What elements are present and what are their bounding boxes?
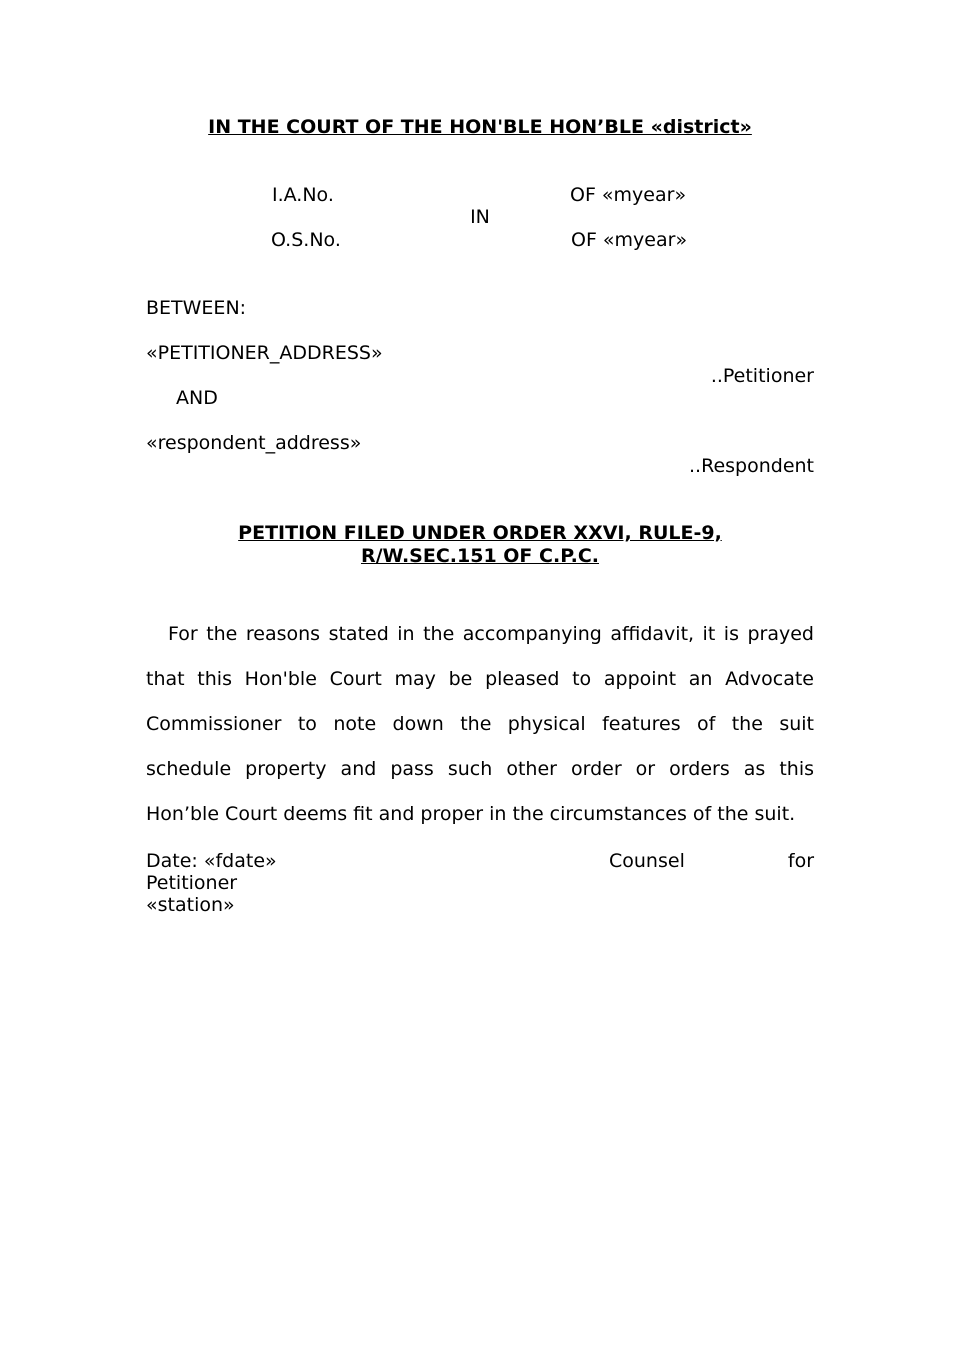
counsel-word: Counsel — [609, 850, 685, 872]
body-line: schedule property and pass such other order or orders as this — [146, 758, 814, 780]
between-label: BETWEEN: — [146, 297, 247, 319]
for-word: for — [787, 850, 814, 872]
court-title: IN THE COURT OF THE HON'BLE HON’BLE «district» — [208, 116, 752, 138]
body-line: For the reasons stated in the accompanying affidavit, it is prayed — [168, 623, 814, 645]
respondent-role: ..Respondent — [689, 455, 814, 477]
petitioner-word: Petitioner — [146, 872, 238, 894]
ia-number-label: I.A.No. — [272, 184, 334, 206]
petition-body — [146, 612, 814, 837]
date-label: Date: «fdate» — [146, 850, 277, 872]
station: «station» — [146, 894, 235, 916]
os-number-label: O.S.No. — [271, 229, 341, 251]
petition-title-line2: R/W.SEC.151 OF C.P.C. — [360, 545, 600, 567]
petitioner-address: «PETITIONER_ADDRESS» — [146, 342, 383, 364]
ia-year: OF «myear» — [570, 184, 687, 206]
in-label: IN — [470, 206, 490, 228]
os-year: OF «myear» — [571, 229, 688, 251]
body-line: Commissioner to note down the physical features of the suit — [146, 713, 814, 735]
petitioner-role: ..Petitioner — [710, 365, 814, 387]
body-line: Hon’ble Court deems fit and proper in the circumstances of the suit. — [146, 803, 796, 825]
respondent-address: «respondent_address» — [146, 432, 362, 454]
petition-title-line1: PETITION FILED UNDER ORDER XXVI, RULE-9, — [238, 522, 722, 544]
and-label: AND — [176, 387, 218, 409]
body-line: that this Hon'ble Court may be pleased to appoint an Advocate — [146, 668, 814, 690]
